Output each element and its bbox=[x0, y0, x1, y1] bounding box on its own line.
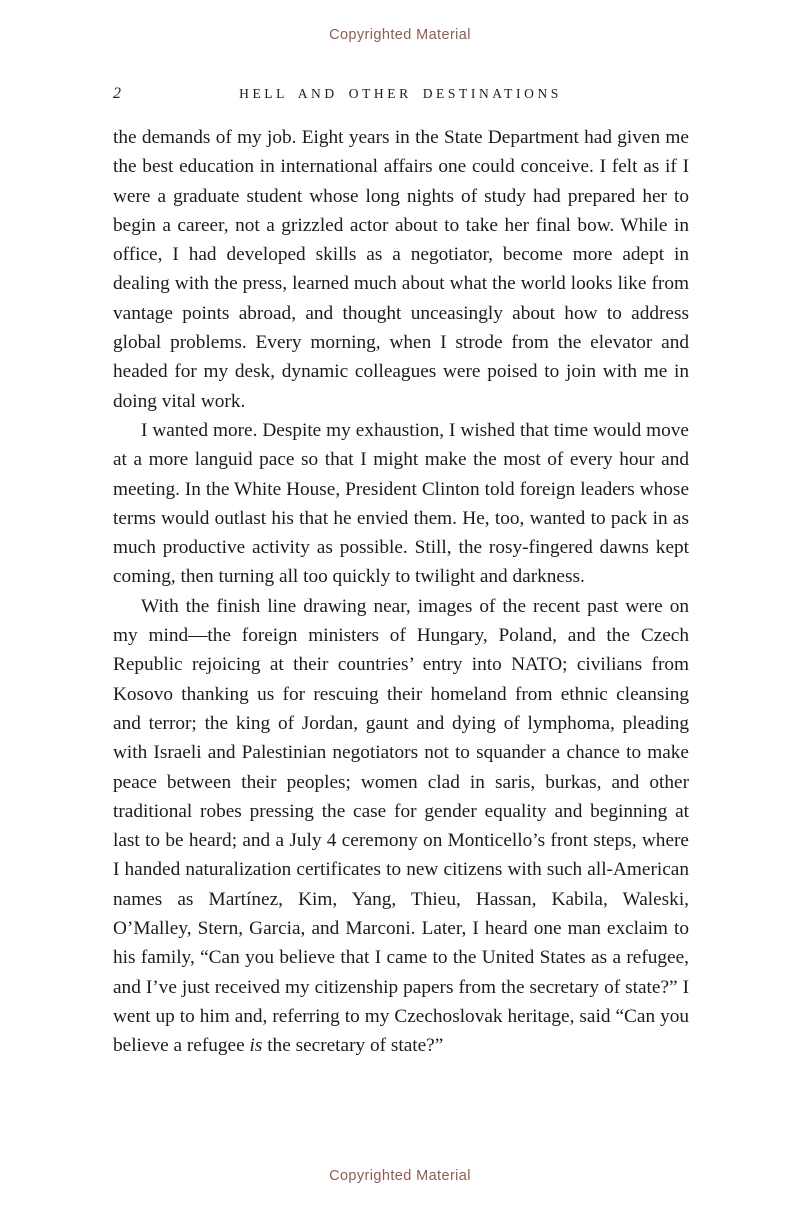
body-text bbox=[113, 123, 689, 1061]
paragraph bbox=[113, 123, 689, 416]
paragraph bbox=[113, 592, 689, 1061]
text-run: the secretary of state?” bbox=[262, 1035, 444, 1057]
copyright-notice-bottom: Copyrighted Material bbox=[329, 1168, 471, 1184]
paragraph bbox=[113, 416, 689, 592]
text-run: With the finish line drawing near, images of the recent past were on my mind—the foreign ministers of Hungary, Poland, and the Czech Republic rejoicing at their countries’ entry into NATO; civilians from Kosovo thanking us for rescuing their homeland from ethnic cleansing and terror; the king of Jordan, gaunt and dying of lymphoma, pleading with Israeli and Palestinian negotiators not to squander a chance to make peace between their peoples; women clad in saris, burkas, and other traditional robes pressing the case for gender equality and beginning at last to be heard; and a July 4 ceremony on Monticello’s front steps, where I handed naturalization certificates to new citizens with such all-American names as Martínez, Kim, Yang, Thieu, Hassan, Kabila, Waleski, O’Malley, Stern, Garcia, and Marconi. Later, I heard one man exclaim to his family, “Can you believe that I came to the United States as a refugee, and I’ve just received my citizenship papers from the secretary of state?” I went up to him and, referring to my Czechoslovak heritage, said “Can you believe a refugee bbox=[113, 595, 689, 1057]
running-title: HELL AND OTHER DESTINATIONS bbox=[239, 86, 562, 101]
copyright-notice-top: Copyrighted Material bbox=[329, 27, 471, 43]
italic-text-run: is bbox=[249, 1035, 263, 1057]
text-run: I wanted more. Despite my exhaustion, I wished that time would move at a more languid pace so that I might make the most of every hour and meeting. In the White House, President Clinton told foreign leaders whose terms would outlast his that he envied them. He, too, wanted to pack in as much productive activity as possible. Still, the rosy-fingered dawns kept coming, then turning all too quickly to twilight and darkness. bbox=[113, 419, 689, 588]
text-run: the demands of my job. Eight years in the State Department had given me the best education in international affairs one could conceive. I felt as if I were a graduate student whose long nights of study had prepared her to begin a career, not a grizzled actor about to take her final bow. While in office, I had developed skills as a negotiator, become more adept in dealing with the press, learned much about what the world looks like from vantage points abroad, and thought unceasingly about how to address global problems. Every morning, when I strode from the elevator and headed for my desk, dynamic colleagues were poised to join with me in doing vital work. bbox=[113, 127, 689, 412]
page-number: 2 bbox=[113, 85, 121, 102]
page-header bbox=[113, 84, 688, 106]
